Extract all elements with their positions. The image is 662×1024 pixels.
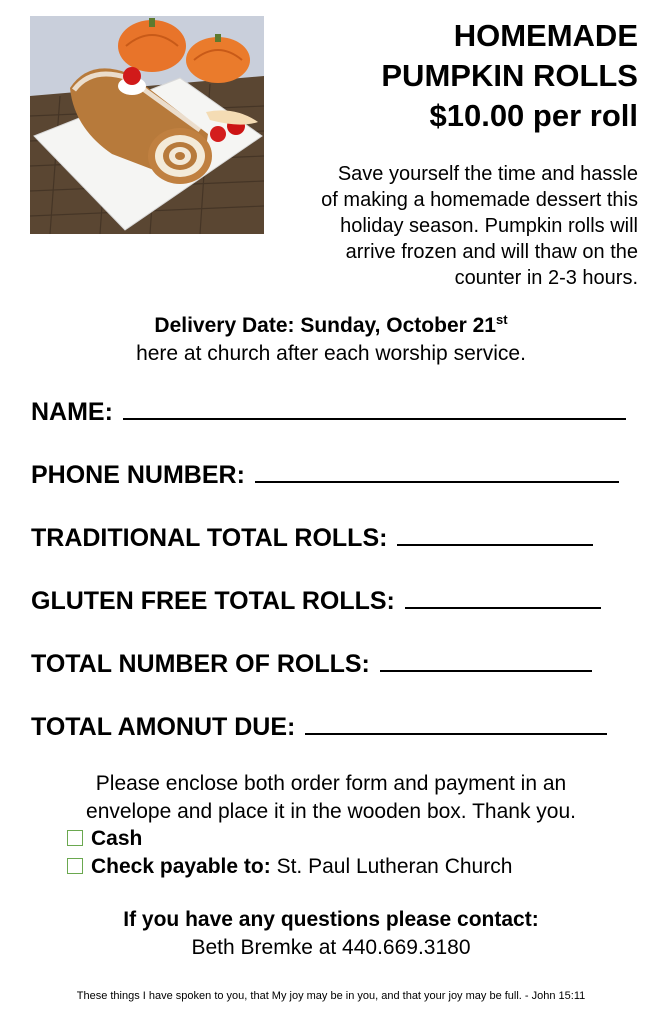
name-field xyxy=(31,396,626,427)
delivery-date-suffix: st xyxy=(496,312,508,327)
pumpkin-roll-photo xyxy=(30,16,264,234)
phone-label: PHONE NUMBER: xyxy=(31,461,245,489)
check-checkbox[interactable] xyxy=(67,858,83,874)
cash-label: Cash xyxy=(91,827,143,850)
pumpkin-roll-illustration xyxy=(30,16,264,234)
contact-heading: If you have any questions please contact: xyxy=(123,908,539,931)
name-label: NAME: xyxy=(31,398,113,426)
traditional-rolls-field xyxy=(31,522,593,553)
flyer-title xyxy=(381,16,638,136)
check-option xyxy=(67,853,512,881)
delivery-info xyxy=(0,312,662,368)
title-line-1: HOMEMADE xyxy=(453,18,638,53)
name-input-line[interactable] xyxy=(123,396,626,420)
gluten-free-rolls-input-line[interactable] xyxy=(405,585,601,609)
title-price: $10.00 per roll xyxy=(429,98,638,133)
delivery-date xyxy=(0,312,662,340)
phone-field xyxy=(31,459,619,490)
total-rolls-label: TOTAL NUMBER OF ROLLS: xyxy=(31,650,370,678)
title-line-2: PUMPKIN ROLLS xyxy=(381,58,638,93)
contact-details: Beth Bremke at 440.669.3180 xyxy=(191,936,471,959)
traditional-rolls-input-line[interactable] xyxy=(397,522,593,546)
gluten-free-rolls-field xyxy=(31,585,601,616)
intro-line: counter in 2-3 hours. xyxy=(454,267,638,289)
total-due-label: TOTAL AMONUT DUE: xyxy=(31,713,296,741)
total-due-field xyxy=(31,711,607,742)
total-rolls-input-line[interactable] xyxy=(380,648,592,672)
instructions-line-1: Please enclose both order form and payment in an xyxy=(95,772,567,795)
contact-info xyxy=(0,906,662,962)
gluten-free-rolls-label: GLUTEN FREE TOTAL ROLLS: xyxy=(31,587,395,615)
delivery-date-text: Delivery Date: Sunday, October 21 xyxy=(154,314,496,337)
traditional-rolls-label: TRADITIONAL TOTAL ROLLS: xyxy=(31,524,388,552)
payment-instructions xyxy=(0,770,662,826)
cash-checkbox[interactable] xyxy=(67,830,83,846)
cash-option xyxy=(67,825,142,853)
total-rolls-field xyxy=(31,648,592,679)
intro-paragraph xyxy=(258,161,638,291)
intro-line: arrive frozen and will thaw on the xyxy=(345,241,638,263)
intro-line: of making a homemade dessert this xyxy=(321,189,638,211)
footer-verse: These things I have spoken to you, that My joy may be in you, and that your joy may be full. - John 15:11 xyxy=(76,990,586,1002)
delivery-note: here at church after each worship service. xyxy=(136,342,526,365)
instructions-line-2: envelope and place it in the wooden box. Thank you. xyxy=(86,800,576,823)
total-due-input-line[interactable] xyxy=(305,711,607,735)
intro-line: Save yourself the time and hassle xyxy=(337,163,638,185)
check-label: Check payable to: xyxy=(91,855,271,878)
phone-input-line[interactable] xyxy=(255,459,619,483)
intro-line: holiday season. Pumpkin rolls will xyxy=(340,215,638,237)
check-payee: St. Paul Lutheran Church xyxy=(276,855,513,878)
